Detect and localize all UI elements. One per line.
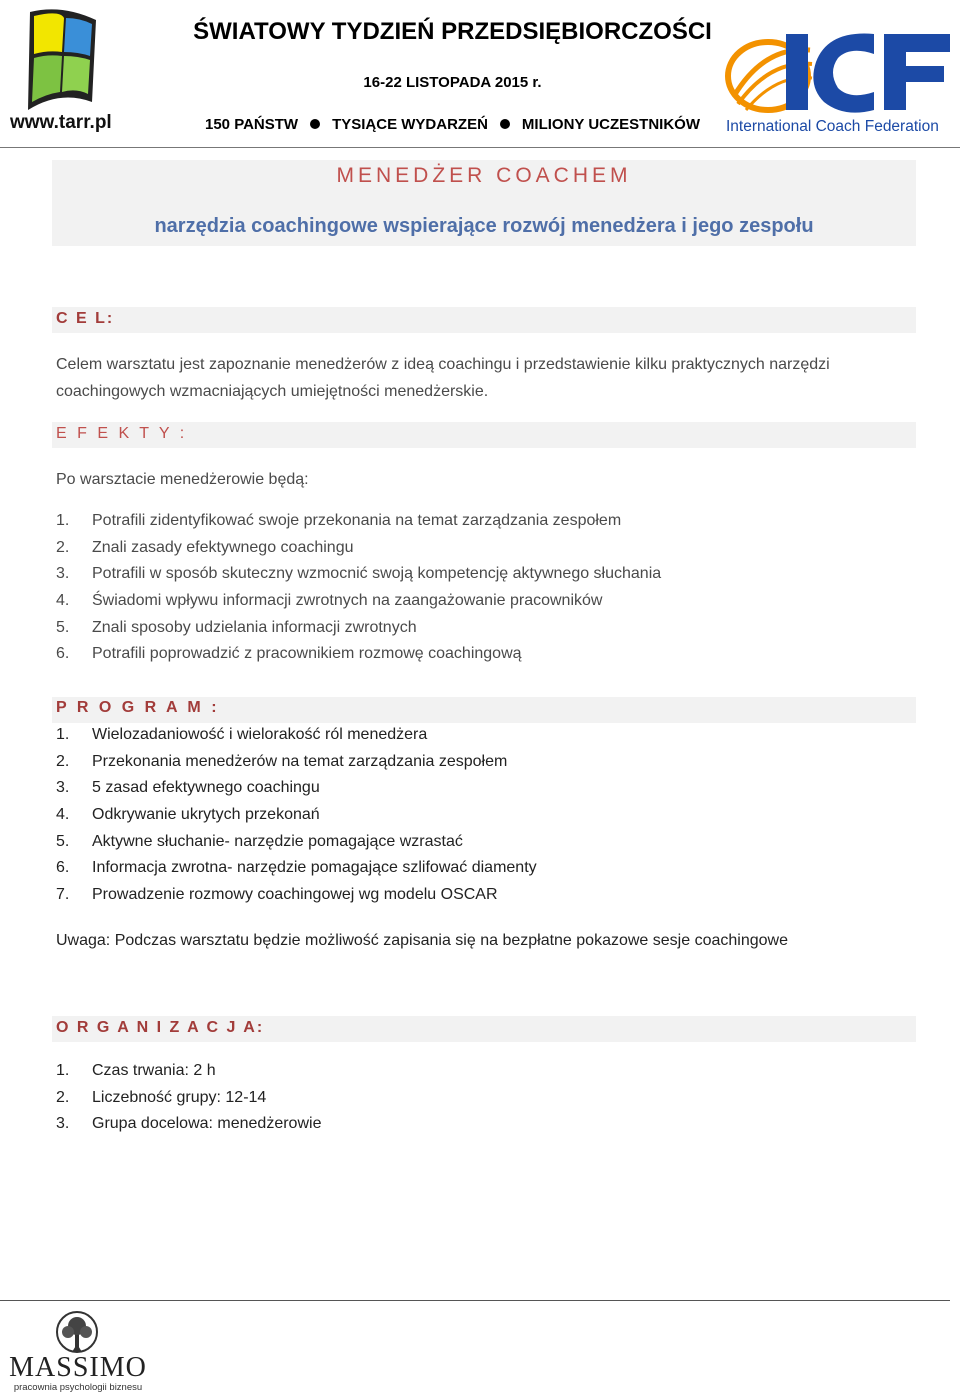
stat-countries: 150 PAŃSTW: [205, 116, 299, 133]
list-item: 2. Liczebność grupy: 12-14: [56, 1088, 267, 1106]
list-item: 7. Prowadzenie rozmowy coachingowej wg modelu OSCAR: [56, 886, 498, 904]
page-subtitle: narzędzia coachingowe wspierające rozwój menedżera i jego zespołu: [154, 215, 814, 237]
list-item: 2. Znali zasady efektywnego coachingu: [56, 538, 354, 556]
event-stats: [180, 116, 725, 133]
efekty-intro: Po warsztacie menedżerowie będą:: [56, 471, 309, 488]
organizacja-list: [56, 1058, 321, 1138]
program-heading: P R O G R A M :: [56, 699, 220, 716]
stat-events: TYSIĄCE WYDARZEŃ: [332, 116, 488, 133]
list-item: 6. Potrafili poprowadzić z pracownikiem rozmowę coachingową: [56, 645, 522, 663]
list-item: 3. 5 zasad efektywnego coachingu: [56, 779, 320, 797]
bullet-dot-icon: [310, 119, 320, 129]
bullet-dot-icon: [500, 119, 510, 129]
page-title: MENEDŻER COACHEM: [336, 164, 632, 187]
program-list: [56, 722, 537, 909]
cel-heading: C E L:: [56, 310, 115, 327]
organizacja-heading: O R G A N I Z A C J A:: [56, 1019, 265, 1036]
event-dates: 16-22 LISTOPADA 2015 r.: [363, 74, 542, 91]
event-title: ŚWIATOWY TYDZIEŃ PRZEDSIĘBIORCZOŚCI: [193, 18, 712, 45]
tarr-logo: [22, 6, 106, 114]
list-item: 3. Potrafili w sposób skuteczny wzmocnić swoją kompetencję aktywnego słuchania: [56, 565, 662, 583]
cel-text: Celem warsztatu jest zapoznanie menedżerów z ideą coachingu i przedstawienie kilku praktycznych narzędzi coachingowych wzmacniających umiejętności menedżerskie.: [56, 356, 830, 400]
list-item: 1. Czas trwania: 2 h: [56, 1062, 216, 1079]
efekty-heading: E F E K T Y :: [56, 425, 188, 442]
note-text: Uwaga: Podczas warsztatu będzie możliwość zapisania się na bezpłatne pokazowe sesje coachingowe: [56, 932, 788, 949]
list-item: 2. Przekonania menedżerów na temat zarządzania zespołem: [56, 752, 508, 770]
header-divider: [0, 147, 960, 148]
list-item: 1. Potrafili zidentyfikować swoje przekonania na temat zarządzania zespołem: [56, 512, 622, 529]
list-item: 6. Informacja zwrotna- narzędzie pomagające szlifować diamenty: [56, 859, 537, 877]
site-url[interactable]: www.tarr.pl: [10, 112, 112, 133]
massimo-tagline: pracownia psychologii biznesu: [13, 1382, 143, 1393]
massimo-brand: MASSIMO: [9, 1352, 147, 1383]
list-item: 5. Aktywne słuchanie- narzędzie pomagające wzrastać: [56, 832, 463, 850]
footer-divider: [0, 1300, 950, 1301]
icf-name: International Coach Federation: [726, 118, 939, 135]
icf-logo: [724, 26, 960, 114]
list-item: 4. Odkrywanie ukrytych przekonań: [56, 806, 320, 824]
stat-participants: MILIONY UCZESTNIKÓW: [521, 116, 700, 133]
list-item: 1. Wielozadaniowość i wielorakość ról menedżera: [56, 726, 428, 743]
list-item: 5. Znali sposoby udzielania informacji zwrotnych: [56, 618, 417, 636]
cel-band: [52, 307, 916, 333]
list-item: 3. Grupa docelowa: menedżerowie: [56, 1115, 322, 1133]
efekty-list: [56, 508, 661, 668]
list-item: 4. Świadomi wpływu informacji zwrotnych na zaangażowanie pracowników: [56, 592, 603, 610]
